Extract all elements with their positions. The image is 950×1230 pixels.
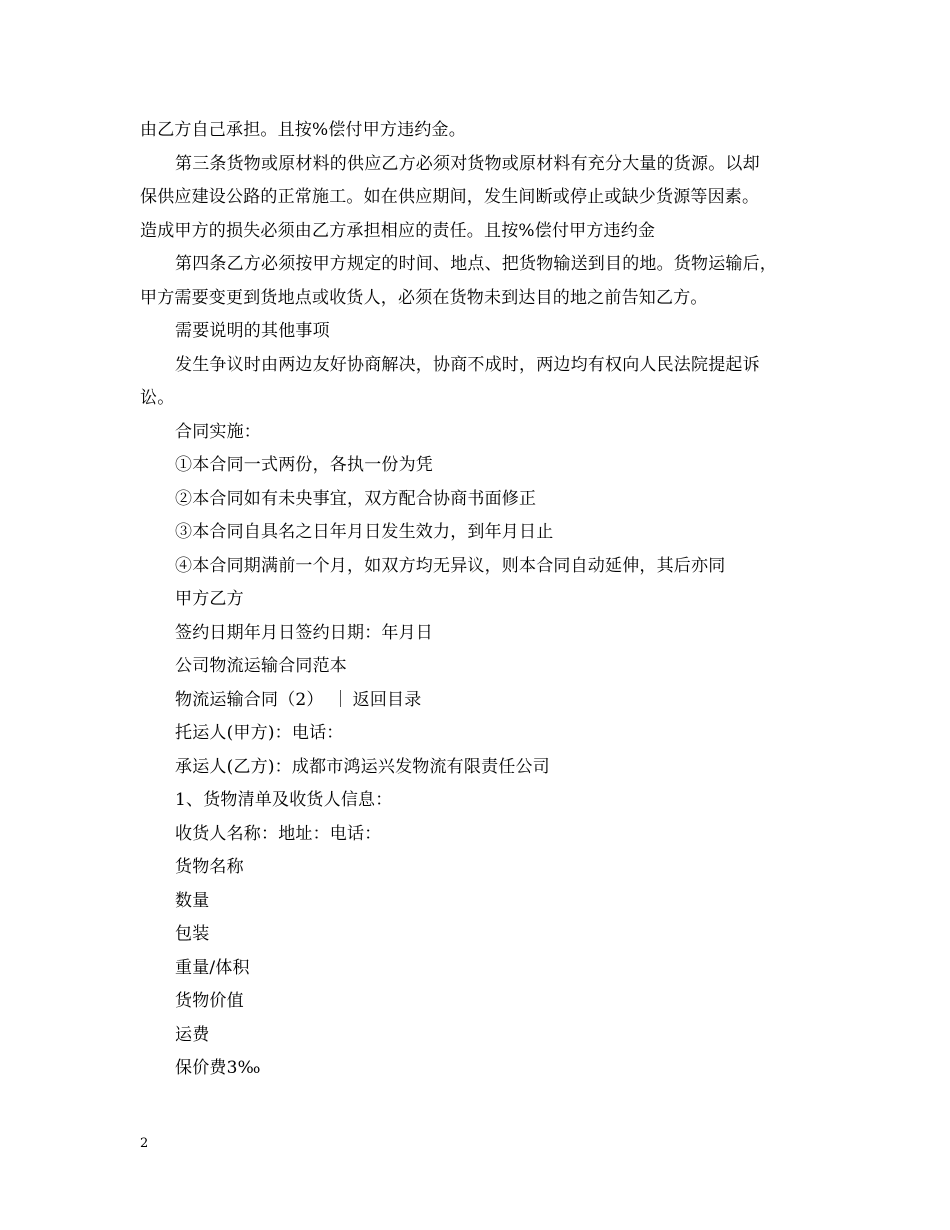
consignee-field: 收货人名称：地址：电话： (175, 823, 382, 844)
signature-dates: 签约日期年月日签约日期：年月日 (175, 622, 433, 643)
cargo-field: 数量 (175, 890, 210, 911)
carrier-field: 承运人(乙方)：成都市鸿运兴发物流有限责任公司 (175, 756, 550, 777)
clause-item: ④本合同期满前一个月，如双方均无异议，则本合同自动延伸，其后亦同 (175, 555, 726, 576)
cargo-field: 重量/体积 (175, 957, 250, 978)
shipper-field: 托运人(甲方)：电话： (175, 723, 344, 743)
section-heading: 1、货物清单及收货人信息： (175, 790, 393, 810)
clause-item: ①本合同一式两份，各执一份为凭 (175, 455, 433, 475)
paragraph-line: 讼。 (140, 388, 175, 408)
contract-nav-row (140, 684, 820, 718)
cargo-field: 货物名称 (175, 857, 244, 877)
page-number: 2 (140, 1136, 149, 1151)
paragraph-line: 造成甲方的损失必须由乙方承担相应的责任。且按%偿付甲方违约金 (140, 220, 656, 241)
paragraph-line: 发生争议时由两边友好协商解决，协商不成时，两边均有权向人民法院提起诉 (175, 354, 760, 375)
paragraph-line: 第三条货物或原材料的供应乙方必须对货物或原材料有充分大量的货源。以却 (175, 153, 760, 174)
signature-parties: 甲方乙方 (175, 589, 244, 609)
cargo-field: 保价费3‰ (175, 1058, 261, 1078)
back-to-contents-link[interactable]: 返回目录 (352, 689, 422, 710)
cargo-field: 包装 (175, 924, 210, 944)
clause-item: ③本合同自具名之日年月日发生效力，到年月日止 (175, 522, 554, 542)
clause-item: ②本合同如有未央事宜，双方配合协商书面修正 (175, 488, 537, 509)
nav-separator (340, 690, 341, 707)
section-heading: 合同实施： (175, 421, 261, 442)
cargo-field: 运费 (175, 1024, 210, 1045)
contract-title-link[interactable]: 物流运输合同（2） (175, 689, 324, 710)
paragraph-line: 第四条乙方必须按甲方规定的时间、地点、把货物输送到目的地。货物运输后， (175, 254, 777, 274)
cargo-field: 货物价值 (175, 991, 244, 1011)
document-body (140, 114, 820, 1086)
document-title: 公司物流运输合同范本 (175, 656, 347, 676)
paragraph-line: 保供应建设公路的正常施工。如在供应期间，发生间断或停止或缺少货源等因素。 (140, 187, 760, 207)
paragraph-line: 由乙方自己承担。且按%偿付甲方违约金。 (140, 120, 466, 140)
paragraph-line: 甲方需要变更到货地点或收货人，必须在货物未到达目的地之前告知乙方。 (140, 287, 708, 308)
section-heading: 需要说明的其他事项 (175, 321, 330, 341)
